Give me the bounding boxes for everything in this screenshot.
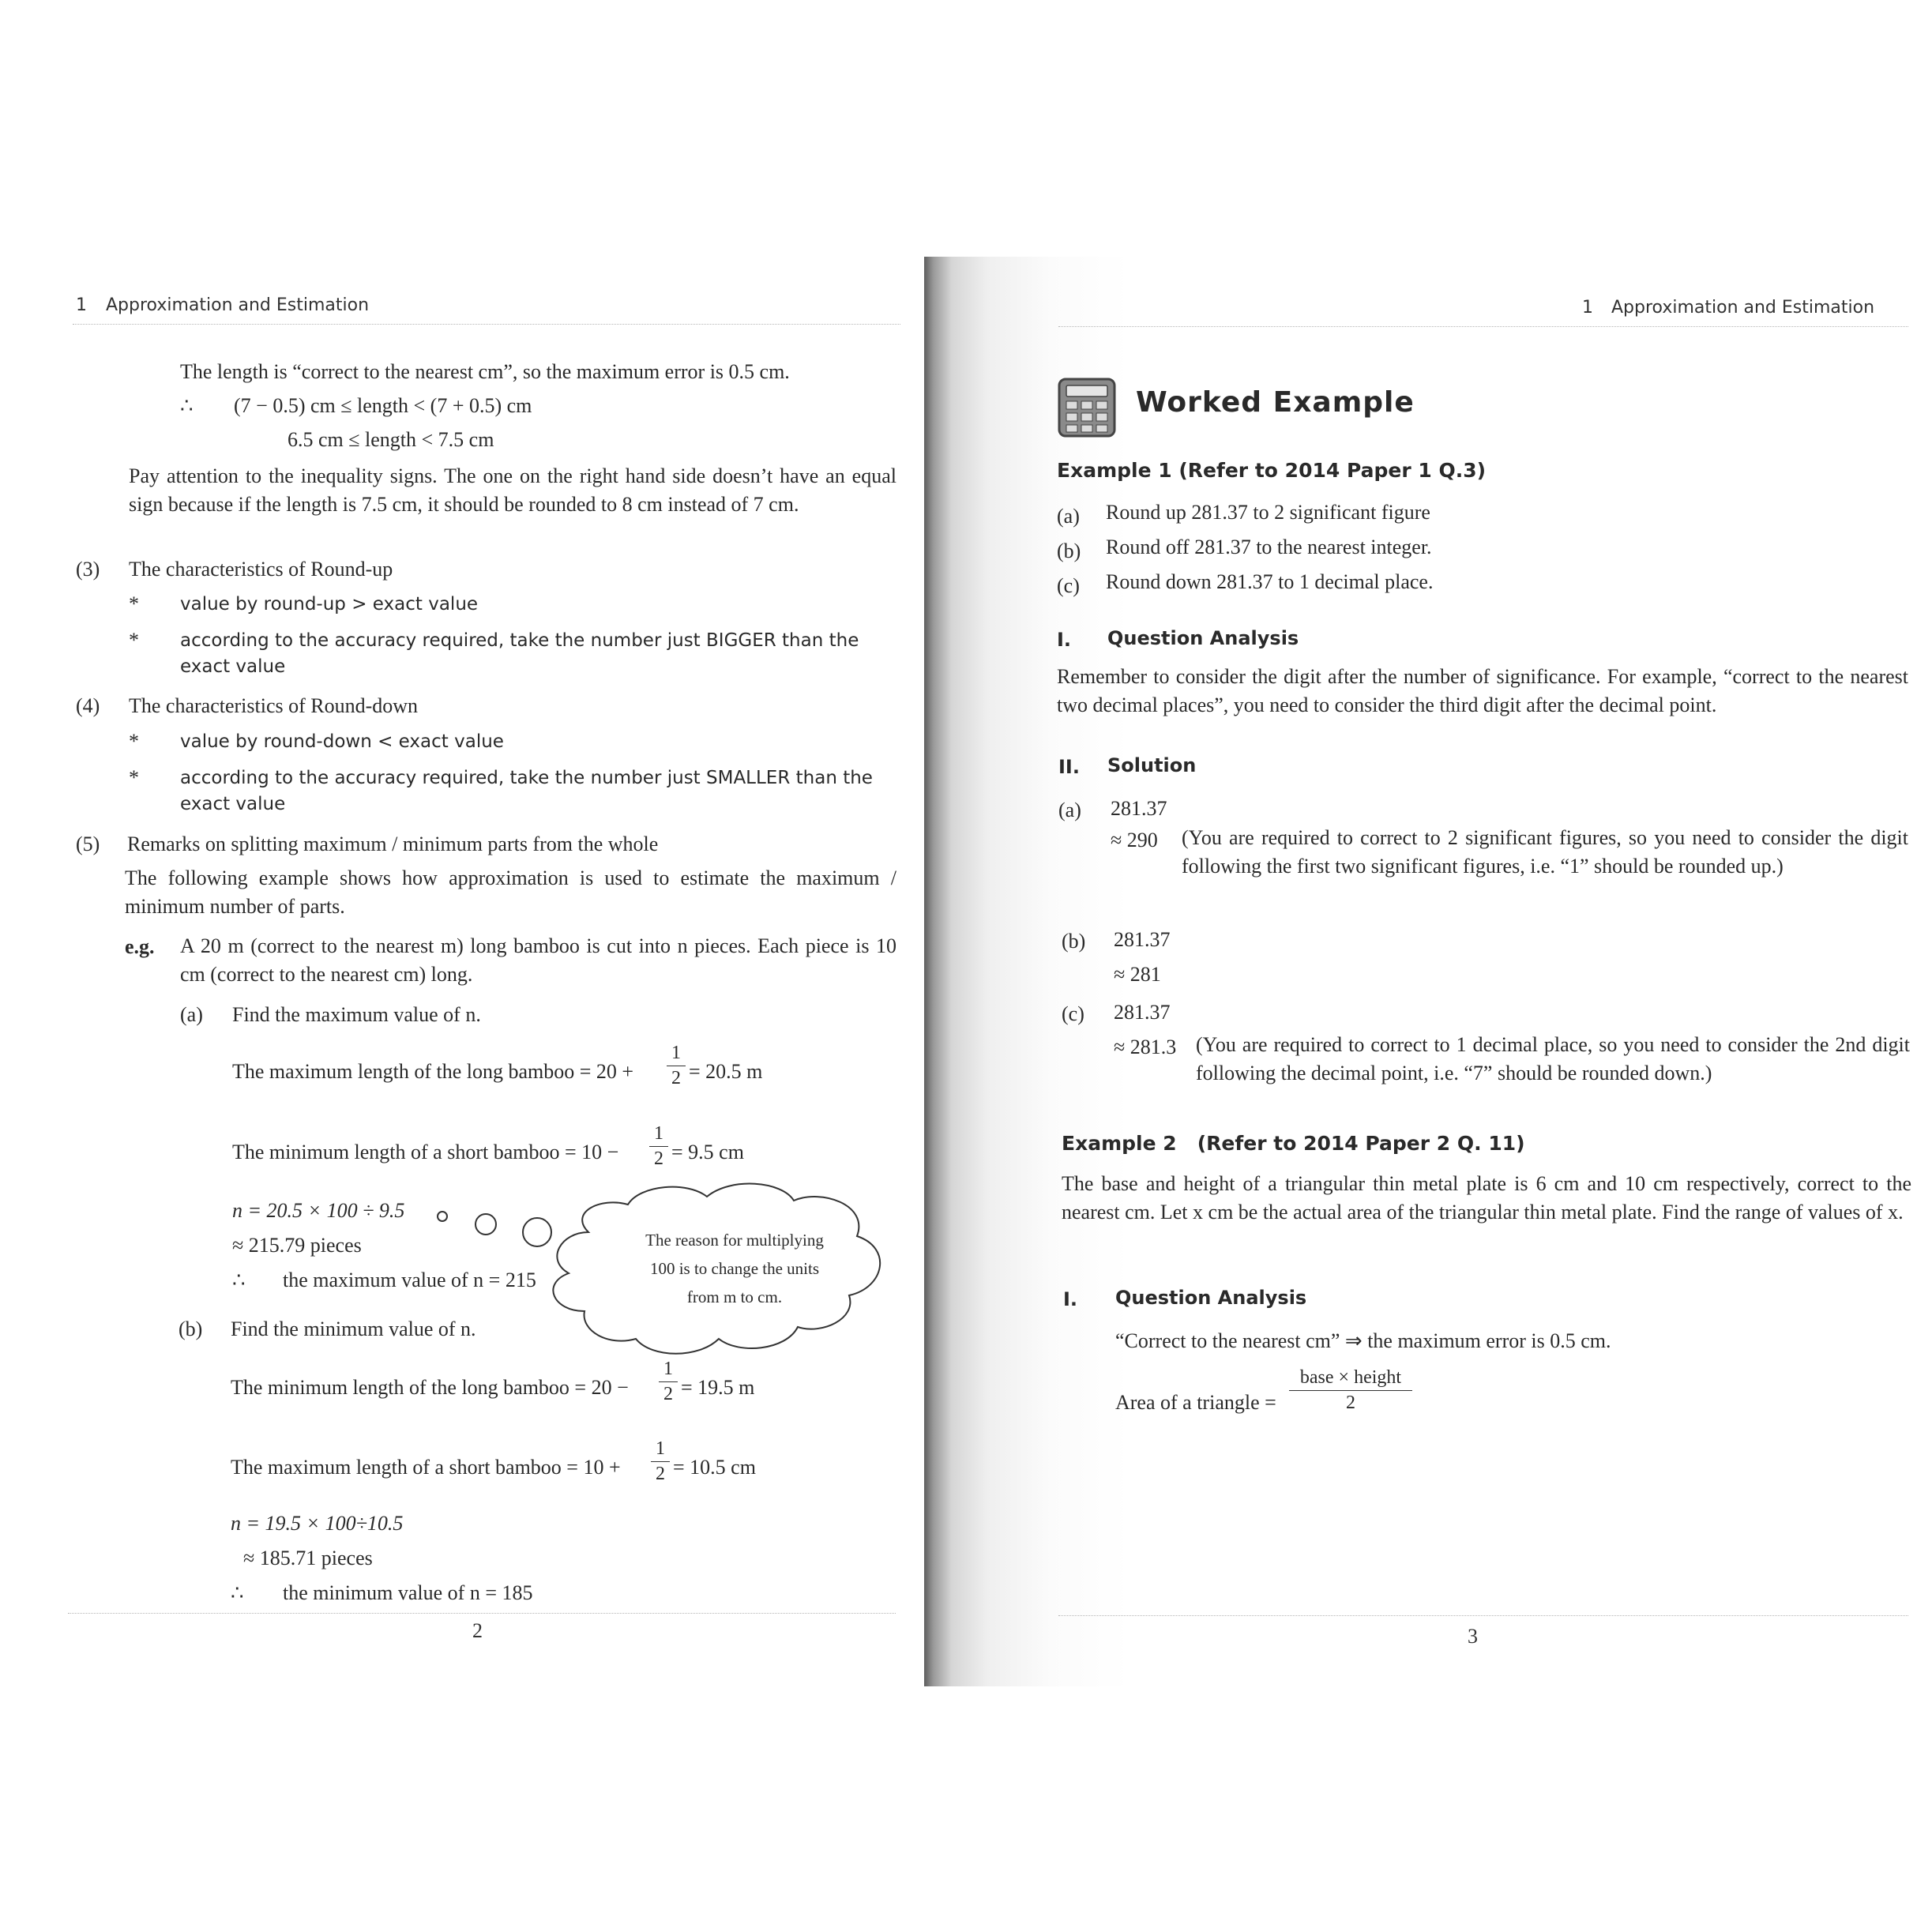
ex1-part-b-label: (b) bbox=[1057, 539, 1081, 562]
question-analysis-number: I. bbox=[1057, 629, 1072, 651]
header-chapter-title: Approximation and Estimation bbox=[1611, 298, 1875, 318]
section-4-number: (4) bbox=[76, 694, 100, 717]
area-formula-label: Area of a triangle = bbox=[1115, 1391, 1276, 1414]
question-analysis-2-title: Question Analysis bbox=[1115, 1287, 1307, 1309]
b-min-long-bamboo-text: The minimum length of the long bamboo = 20 − bbox=[231, 1376, 629, 1399]
a-calc-line-1: n = 20.5 × 100 ÷ 9.5 bbox=[232, 1199, 405, 1222]
sol-b-approx: ≈ 281 bbox=[1114, 963, 1161, 986]
calculator-icon bbox=[1057, 377, 1117, 438]
section-3-number: (3) bbox=[76, 558, 100, 581]
question-analysis-text: Remember to consider the digit after the number of significance. For example, “correct to the nearest two decimal places”, you need to consider the third digit after the decimal point. bbox=[1057, 665, 1908, 716]
sol-a-note: (You are required to correct to 2 significant figures, so you need to consider the digit following the first two significant figures, i.e. “1” should be rounded up.) bbox=[1182, 826, 1908, 878]
cloud-text: The reason for multiplying 100 is to change the units from m to cm. bbox=[645, 1231, 824, 1306]
section-5-text: The following example shows how approximation is used to estimate the maximum / minimum number of parts. bbox=[125, 866, 896, 918]
therefore-symbol: ∴ bbox=[231, 1581, 244, 1604]
inequality-line-1: (7 − 0.5) cm ≤ length < (7 + 0.5) cm bbox=[234, 394, 532, 417]
ex1-part-c-text: Round down 281.37 to 1 decimal place. bbox=[1106, 570, 1434, 593]
sol-c-value: 281.37 bbox=[1114, 1001, 1171, 1024]
footer-rule bbox=[1058, 1615, 1908, 1616]
section-4-title: The characteristics of Round-down bbox=[129, 694, 419, 717]
example-2-heading: Example 2 (Refer to 2014 Paper 2 Q. 11) bbox=[1062, 1132, 1525, 1155]
question-analysis-2-line: “Correct to the nearest cm” ⇒ the maximum error is 0.5 cm. bbox=[1115, 1329, 1611, 1352]
ex1-part-b-text: Round off 281.37 to the nearest integer. bbox=[1106, 536, 1432, 558]
part-b-question: Find the minimum value of n. bbox=[231, 1317, 476, 1340]
example-1-heading: Example 1 (Refer to 2014 Paper 1 Q.3) bbox=[1057, 459, 1487, 482]
section-4-bullet-2: according to the accuracy required, take the number just SMALLER than the bbox=[180, 768, 873, 788]
part-b-label: (b) bbox=[179, 1317, 203, 1340]
fraction-one-half: 1 2 bbox=[649, 1123, 668, 1170]
bullet-star: * bbox=[129, 730, 139, 753]
b-calc-line-2: ≈ 185.71 pieces bbox=[243, 1547, 373, 1569]
header-rule bbox=[73, 324, 900, 325]
sol-a-label: (a) bbox=[1058, 799, 1081, 821]
example-2-text: The base and height of a triangular thin metal plate is 6 cm and 10 cm respectively, correct to the nearest cm. Let x cm be the actual area of the triangular thin metal plate. Find the range of values of x. bbox=[1062, 1172, 1911, 1223]
ex1-part-c-label: (c) bbox=[1057, 574, 1080, 597]
page-number: 2 bbox=[472, 1619, 483, 1642]
sol-c-note: (You are required to correct to 1 decimal place, so you need to consider the 2nd digit following the decimal point, i.e. “7” should be rounded down.) bbox=[1196, 1033, 1910, 1084]
sol-b-value: 281.37 bbox=[1114, 928, 1171, 951]
section-4-bullet-1: value by round-down < exact value bbox=[180, 731, 504, 752]
sol-c-label: (c) bbox=[1062, 1002, 1084, 1025]
a-min-short-bamboo-text: The minimum length of a short bamboo = 10 − bbox=[232, 1141, 619, 1163]
b-max-short-bamboo-result: = 10.5 cm bbox=[673, 1456, 756, 1479]
section-title: Worked Example bbox=[1136, 386, 1415, 419]
fraction-one-half: 1 2 bbox=[659, 1359, 678, 1405]
part-a-question: Find the maximum value of n. bbox=[232, 1003, 481, 1026]
question-analysis-2-number: I. bbox=[1063, 1288, 1078, 1310]
section-3-bullet-2-cont: exact value bbox=[180, 656, 286, 677]
a-max-long-bamboo-result: = 20.5 m bbox=[689, 1060, 763, 1083]
part-a-label: (a) bbox=[180, 1003, 203, 1026]
header-chapter-title: Approximation and Estimation bbox=[106, 295, 370, 315]
section-3-title: The characteristics of Round-up bbox=[129, 558, 393, 581]
section-4-bullet-2-cont: exact value bbox=[180, 794, 286, 814]
inequality-line-2: 6.5 cm ≤ length < 7.5 cm bbox=[288, 428, 494, 451]
b-calc-line-1: n = 19.5 × 100÷10.5 bbox=[231, 1512, 404, 1535]
header-rule bbox=[1058, 326, 1908, 327]
eg-text: A 20 m (correct to the nearest m) long bamboo is cut into n pieces. Each piece is 10 cm (correct to the nearest cm) long. bbox=[180, 934, 896, 986]
b-min-long-bamboo-result: = 19.5 m bbox=[681, 1376, 755, 1399]
ex1-part-a-text: Round up 281.37 to 2 significant figure bbox=[1106, 501, 1430, 524]
fraction-one-half: 1 2 bbox=[651, 1438, 670, 1485]
question-analysis-title: Question Analysis bbox=[1107, 627, 1299, 649]
sol-b-label: (b) bbox=[1062, 930, 1086, 953]
eg-label: e.g. bbox=[125, 935, 155, 958]
solution-number: II. bbox=[1058, 756, 1080, 778]
bullet-star: * bbox=[129, 629, 139, 652]
sol-a-approx: ≈ 290 bbox=[1111, 829, 1158, 851]
a-max-long-bamboo-text: The maximum length of the long bamboo = 20 + bbox=[232, 1060, 634, 1083]
sol-c-approx: ≈ 281.3 bbox=[1114, 1036, 1177, 1058]
header-chapter-number: 1 bbox=[76, 295, 87, 315]
inequality-note: Pay attention to the inequality signs. The one on the right hand side doesn’t have an equal sign because if the length is 7.5 cm, it should be rounded to 8 cm instead of 7 cm. bbox=[129, 464, 896, 516]
a-calc-line-2: ≈ 215.79 pieces bbox=[232, 1234, 362, 1257]
section-5-title: Remarks on splitting maximum / minimum parts from the whole bbox=[127, 833, 659, 855]
footer-rule bbox=[68, 1613, 896, 1614]
a-min-short-bamboo-result: = 9.5 cm bbox=[671, 1141, 744, 1163]
fraction-one-half: 1 2 bbox=[667, 1043, 686, 1089]
b-calc-line-3: the minimum value of n = 185 bbox=[283, 1581, 533, 1604]
bullet-star: * bbox=[129, 592, 139, 615]
header-chapter-number: 1 bbox=[1582, 298, 1593, 318]
b-max-short-bamboo-text: The maximum length of a short bamboo = 10 + bbox=[231, 1456, 621, 1479]
solution-title: Solution bbox=[1107, 754, 1197, 776]
page-number: 3 bbox=[1468, 1625, 1478, 1648]
section-3-bullet-2: according to the accuracy required, take the number just BIGGER than the bbox=[180, 630, 859, 651]
section-5-number: (5) bbox=[76, 833, 100, 855]
section-3-bullet-1: value by round-up > exact value bbox=[180, 594, 479, 615]
bullet-star: * bbox=[129, 766, 139, 789]
therefore-symbol: ∴ bbox=[180, 394, 194, 417]
a-calc-line-3: the maximum value of n = 215 bbox=[283, 1269, 536, 1291]
therefore-symbol: ∴ bbox=[232, 1269, 246, 1291]
left-page bbox=[0, 0, 924, 1932]
area-formula-fraction: base × height 2 bbox=[1289, 1367, 1412, 1414]
ex1-part-a-label: (a) bbox=[1057, 505, 1080, 528]
intro-line: The length is “correct to the nearest cm”, so the maximum error is 0.5 cm. bbox=[180, 360, 790, 383]
sol-a-value: 281.37 bbox=[1111, 797, 1167, 820]
right-page bbox=[924, 257, 1932, 1686]
